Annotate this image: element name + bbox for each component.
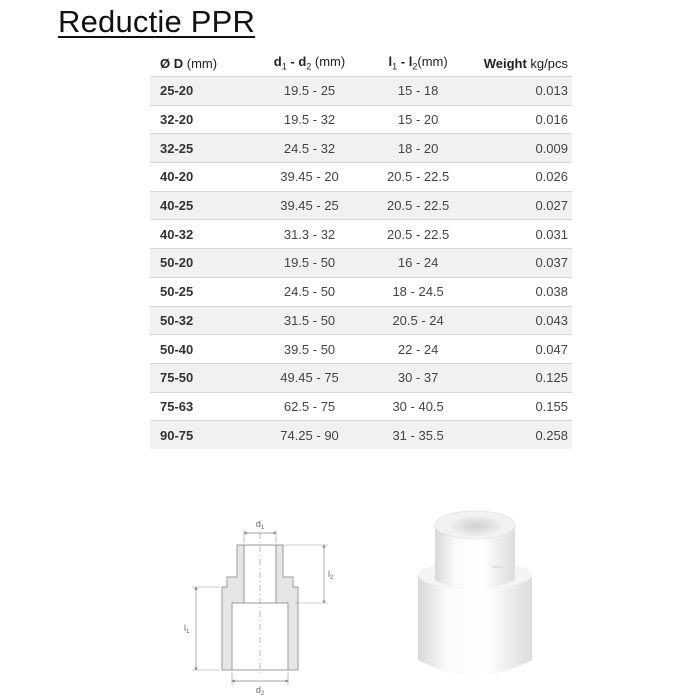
cell-diameter: 25-20 [150,77,252,106]
label-l2: $l_2$ [328,569,334,581]
product-photo [410,500,540,690]
cell-diameter: 40-25 [150,191,252,220]
cell-diameter: 40-32 [150,220,252,249]
cell-weight: 0.009 [469,134,572,163]
cell-l1-l2: 20.5 - 22.5 [367,163,469,192]
technical-drawing [170,505,350,695]
cell-l1-l2: 16 - 24 [367,249,469,278]
cell-l1-l2: 31 - 35.5 [367,421,469,449]
cell-l1-l2: 18 - 20 [367,134,469,163]
cell-diameter: 32-20 [150,105,252,134]
cell-d1-d2: 31.5 - 50 [252,306,368,335]
table-row [150,392,572,421]
svg-text:▬▬: ▬▬ [492,564,504,570]
cell-weight: 0.013 [469,77,572,106]
spec-table [150,50,572,449]
cell-l1-l2: 18 - 24.5 [367,277,469,306]
table-row [150,249,572,278]
cell-d1-d2: 19.5 - 25 [252,77,368,106]
cell-weight: 0.037 [469,249,572,278]
cell-diameter: 75-50 [150,363,252,392]
header-diameter: Ø D (mm) [160,55,218,71]
table-header-row [150,50,572,77]
cell-d1-d2: 24.5 - 32 [252,134,368,163]
cell-weight: 0.027 [469,191,572,220]
cell-d1-d2: 39.5 - 50 [252,335,368,364]
cell-l1-l2: 30 - 40.5 [367,392,469,421]
table-row [150,77,572,106]
cell-d1-d2: 49.45 - 75 [252,363,368,392]
cell-l1-l2: 22 - 24 [367,335,469,364]
cell-diameter: 50-20 [150,249,252,278]
cell-d1-d2: 31.3 - 32 [252,220,368,249]
cell-l1-l2: 20.5 - 22.5 [367,191,469,220]
cell-diameter: 90-75 [150,421,252,449]
table-row [150,163,572,192]
cell-weight: 0.047 [469,335,572,364]
table-row [150,421,572,449]
page-title: Reductie PPR [58,4,256,39]
cell-d1-d2: 19.5 - 50 [252,249,368,278]
cell-d1-d2: 39.45 - 25 [252,191,368,220]
header-d1-d2: $d_1 - d_2$ (mm) [273,54,346,72]
header-l1-l2: $l_1 - l_2(mm)$ [388,54,448,72]
table-row [150,306,572,335]
label-d1: $d_1$ [255,519,265,531]
cell-l1-l2: 20.5 - 24 [367,306,469,335]
cell-weight: 0.038 [469,277,572,306]
table-row [150,335,572,364]
cell-weight: 0.031 [469,220,572,249]
cell-d1-d2: 19.5 - 32 [252,105,368,134]
table-row [150,277,572,306]
table-row [150,105,572,134]
cell-weight: 0.155 [469,392,572,421]
cell-d1-d2: 39.45 - 20 [252,163,368,192]
label-l1: $l_1$ [184,623,190,635]
table-row [150,134,572,163]
cell-weight: 0.026 [469,163,572,192]
table-row [150,220,572,249]
table-row [150,363,572,392]
cell-l1-l2: 15 - 20 [367,105,469,134]
cell-l1-l2: 15 - 18 [367,77,469,106]
cell-d1-d2: 74.25 - 90 [252,421,368,449]
cell-l1-l2: 30 - 37 [367,363,469,392]
cell-weight: 0.016 [469,105,572,134]
cell-l1-l2: 20.5 - 22.5 [367,220,469,249]
cell-diameter: 40-20 [150,163,252,192]
cell-weight: 0.258 [469,421,572,449]
cell-diameter: 50-25 [150,277,252,306]
label-d2: $d_2$ [255,685,265,695]
cell-diameter: 75-63 [150,392,252,421]
header-weight: Weight kg/pcs [483,55,568,71]
table-row [150,191,572,220]
cell-diameter: 32-25 [150,134,252,163]
cell-weight: 0.043 [469,306,572,335]
cell-d1-d2: 24.5 - 50 [252,277,368,306]
cell-weight: 0.125 [469,363,572,392]
cell-d1-d2: 62.5 - 75 [252,392,368,421]
cell-diameter: 50-40 [150,335,252,364]
cell-diameter: 50-32 [150,306,252,335]
